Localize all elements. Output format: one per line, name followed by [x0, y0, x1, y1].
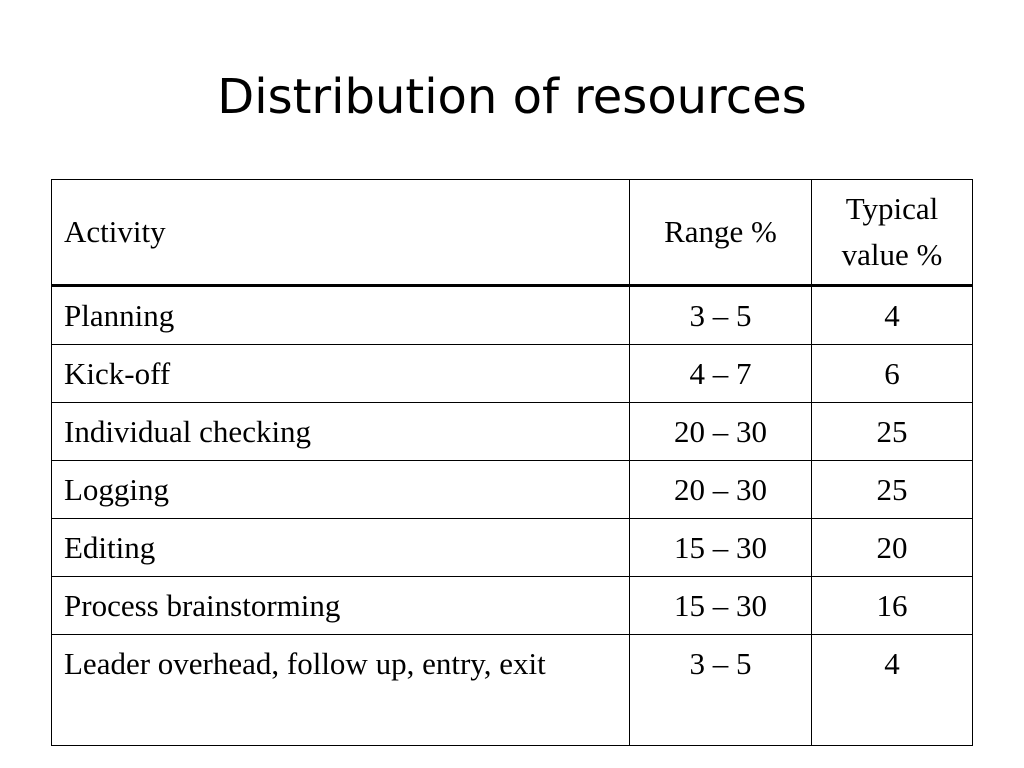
- resource-table: [51, 179, 973, 746]
- cell-activity: Process brainstorming: [52, 577, 630, 635]
- cell-activity: Logging: [52, 461, 630, 519]
- cell-typical: 6: [812, 345, 973, 403]
- table-row: [52, 635, 973, 746]
- header-typical: [812, 180, 973, 286]
- cell-typical: 16: [812, 577, 973, 635]
- cell-activity: Planning: [52, 286, 630, 345]
- cell-range: 20 – 30: [630, 403, 812, 461]
- cell-typical: 4: [812, 286, 973, 345]
- cell-typical: 20: [812, 519, 973, 577]
- cell-typical: 25: [812, 403, 973, 461]
- cell-range: 3 – 5: [630, 635, 812, 746]
- cell-activity: Editing: [52, 519, 630, 577]
- cell-range: 15 – 30: [630, 519, 812, 577]
- table-row: [52, 286, 973, 345]
- table-row: [52, 519, 973, 577]
- cell-activity: Kick-off: [52, 345, 630, 403]
- header-typical-line2: value %: [841, 237, 943, 272]
- cell-typical: 4: [812, 635, 973, 746]
- slide-title: Distribution of resources: [217, 69, 807, 125]
- table-row: [52, 345, 973, 403]
- cell-activity: Individual checking: [52, 403, 630, 461]
- cell-range: 15 – 30: [630, 577, 812, 635]
- header-typical-line1: Typical: [845, 191, 939, 226]
- table-row: [52, 403, 973, 461]
- header-range: Range %: [630, 180, 812, 286]
- header-row: [52, 180, 973, 286]
- cell-typical: 25: [812, 461, 973, 519]
- cell-range: 4 – 7: [630, 345, 812, 403]
- cell-activity: Leader overhead, follow up, entry, exit: [52, 635, 630, 746]
- cell-range: 20 – 30: [630, 461, 812, 519]
- header-activity: Activity: [52, 180, 630, 286]
- table-row: [52, 577, 973, 635]
- cell-range: 3 – 5: [630, 286, 812, 345]
- table-row: [52, 461, 973, 519]
